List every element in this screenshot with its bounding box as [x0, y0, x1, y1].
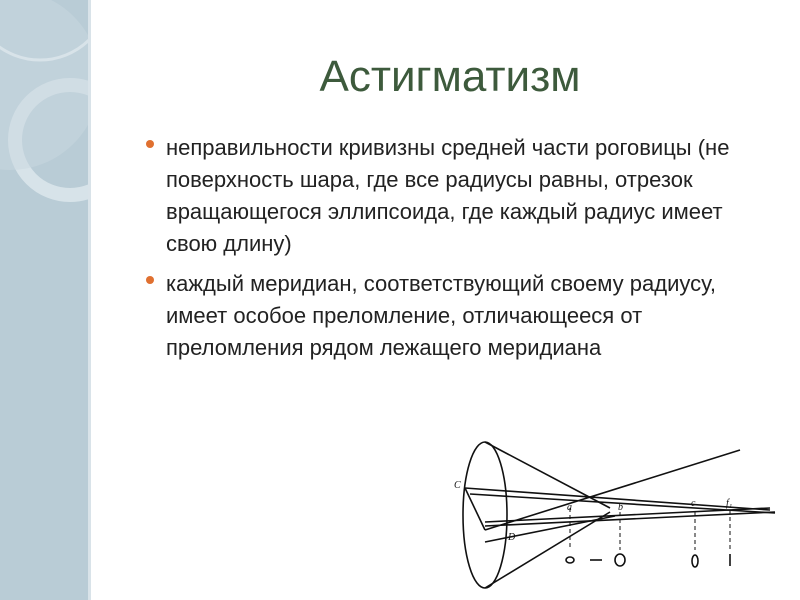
bullet-text: неправильности кривизны средней части роговицы (не поверхность шара, где все радиусы равны, отрезок вращающегося эллипсоида, где каждый радиус имеет свою длину) [166, 135, 730, 256]
astigmatism-ray-diagram [440, 430, 785, 595]
label-c-left: C [454, 480, 461, 491]
bullet-dot-icon [146, 140, 154, 148]
focal-shape-a [566, 557, 574, 563]
label-c-right: c [691, 498, 696, 509]
label-d: D [508, 532, 516, 543]
side-divider [88, 0, 91, 600]
decorative-side-band [0, 0, 88, 600]
bullet-dot-icon [146, 276, 154, 284]
label-a: a [567, 502, 572, 513]
focal-shape-b [615, 554, 625, 566]
bullet-text: каждый меридиан, соответствующий своему радиусу, имеет особое преломление, отличающееся от преломления рядом лежащего меридиана [166, 271, 717, 360]
bullet-list [140, 132, 760, 372]
bullet-item-1 [140, 132, 760, 260]
slide-title: Астигматизм [319, 52, 581, 101]
ray-low [485, 516, 615, 542]
label-f1: f₁ [726, 498, 733, 509]
focal-shape-c [692, 555, 698, 567]
cornea-ellipse [463, 442, 507, 588]
bullet-item-2 [140, 268, 760, 364]
decorative-circles [0, 0, 88, 600]
label-b: b [618, 502, 623, 513]
